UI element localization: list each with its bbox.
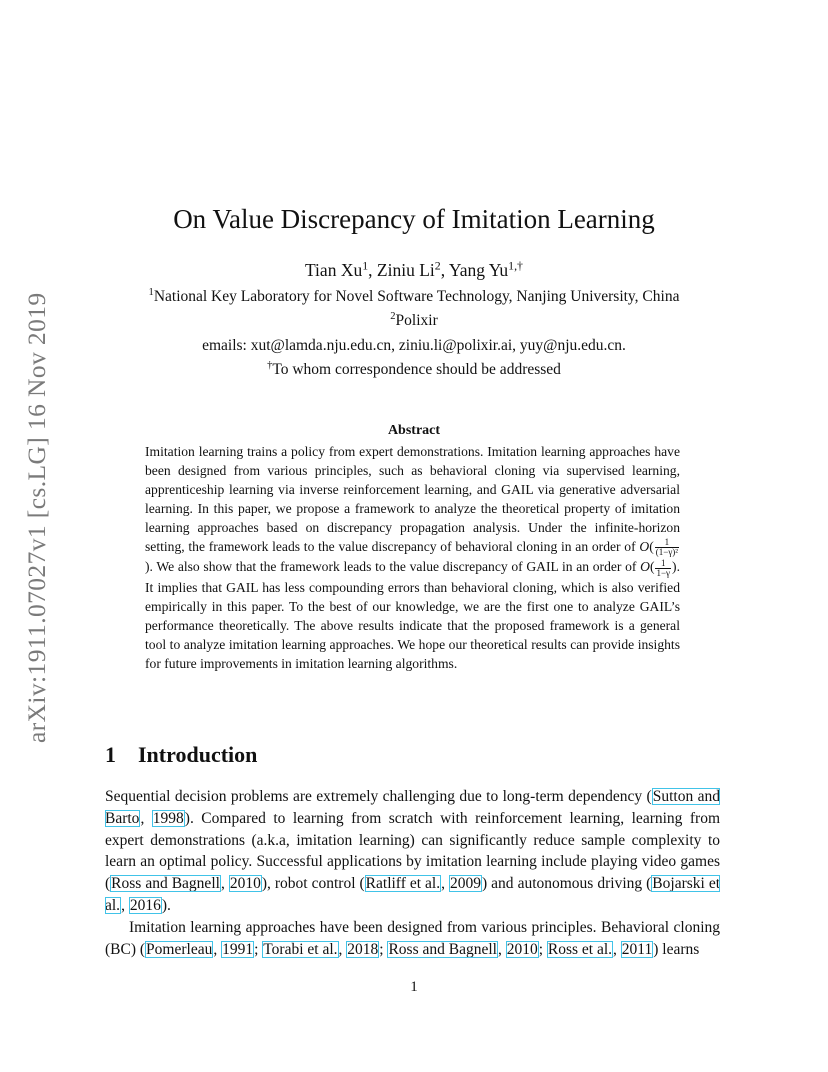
page-number: 1 bbox=[410, 979, 418, 995]
citation-separator: , bbox=[121, 896, 129, 914]
paragraph-text: Sequential decision problems are extremely challenging due to long-term dependency ( bbox=[105, 788, 652, 805]
citation-link[interactable]: Ross and Bagnell bbox=[111, 875, 220, 893]
abstract-text: . It implies that GAIL has less compounding errors than behavioral cloning, which is also verified empirically in this paper. To the best of our knowledge, we are the first one to analyze GAIL’s performance theoretically. The above results indicate that the proposed framework is a general tool to analyze imitation learning approaches. We hope our theoretical results can provide insights for future improvements in imitation learning algorithms. bbox=[145, 559, 680, 671]
abstract-text: Imitation learning trains a policy from expert demonstrations. Imitation learning approaches have been designed from various principles, such as behavioral cloning via supervised learning, apprenticeship learning via inverse reinforcement learning, and GAIL via generative adversarial learning. In this paper, we propose a framework to analyze the theoretical property of imitation learning approaches based on discrepancy propagation analysis. Under the infinite-horizon setting, the framework leads to the value discrepancy of behavioral cloning in an order of bbox=[145, 444, 680, 554]
citation-separator: , bbox=[140, 809, 152, 827]
math-fraction bbox=[655, 538, 679, 557]
fraction-denominator: (1−γ)² bbox=[655, 547, 678, 558]
paper-title: On Value Discrepancy of Imitation Learning bbox=[173, 204, 655, 234]
citation-separator: , bbox=[497, 940, 506, 958]
fraction-numerator: 1 bbox=[655, 559, 671, 569]
paragraph-text: ). bbox=[161, 896, 171, 914]
intro-paragraph-2 bbox=[105, 917, 720, 961]
citation-year-link[interactable]: 2010 bbox=[229, 875, 261, 893]
citation-year-link[interactable]: 1991 bbox=[222, 940, 254, 958]
citation-separator: , bbox=[220, 875, 229, 893]
fraction-numerator: 1 bbox=[655, 538, 679, 548]
abstract-text: . We also show that the framework leads to the value discrepancy of GAIL in an order of bbox=[149, 559, 637, 575]
affiliation-2 bbox=[0, 310, 828, 332]
abstract-body bbox=[145, 442, 680, 673]
math-order-bc: O( $\frac{1}{\text{(1−γ)²}}$ ) bbox=[145, 537, 678, 575]
math-big-o: O bbox=[640, 559, 650, 575]
author-name: Ziniu Li bbox=[376, 260, 435, 280]
section-heading-introduction bbox=[105, 740, 257, 770]
author-name: Tian Xu bbox=[304, 260, 363, 280]
paragraph-text: ) and autonomous driving ( bbox=[482, 875, 652, 893]
citation-separator: , bbox=[441, 875, 450, 893]
citation-separator: ; bbox=[538, 940, 547, 958]
citation-year-link[interactable]: 2010 bbox=[506, 940, 538, 958]
citation-link[interactable]: Pomerleau bbox=[146, 940, 213, 958]
fraction-denominator: 1−γ bbox=[656, 567, 671, 578]
introduction-body bbox=[105, 786, 720, 960]
citation-link[interactable]: Torabi et al. bbox=[263, 940, 338, 958]
citation-year-link[interactable]: 2018 bbox=[347, 940, 379, 958]
correspondence-note bbox=[0, 359, 828, 381]
paragraph-text: ) learns bbox=[653, 940, 700, 958]
affiliation-text: Polixir bbox=[395, 312, 438, 329]
correspondence-text: To whom correspondence should be addressed bbox=[272, 361, 561, 378]
citation-year-link[interactable]: 1998 bbox=[152, 809, 184, 827]
paragraph-text: ). Compared to learning from scratch with reinforcement learning, learning from expert demonstrations (a.k.a, imitation learning) can significantly reduce sample complexity to learn an optimal policy. Successful applications by imitation learning include playing video games ( bbox=[105, 809, 721, 893]
citation-year-link[interactable]: 2016 bbox=[129, 896, 161, 914]
author-list: Tian Xu$^1$, Ziniu Li$^2$, Yang $Yu^{1,\dagger}$ bbox=[304, 258, 524, 280]
author-affiliation-mark: 1 bbox=[362, 258, 369, 273]
citation-link[interactable]: Sutton and Barto bbox=[105, 788, 720, 827]
correspondence-mark: † bbox=[267, 360, 273, 372]
author-name: Yang Yu bbox=[448, 260, 509, 280]
math-order-gail: O( $\frac{1}{1-\gamma}$ ) bbox=[640, 557, 677, 578]
intro-paragraph-1 bbox=[105, 786, 720, 917]
arxiv-identifier-stamp: arXiv:1911.07027v1 [cs.LG] 16 Nov 2019 bbox=[22, 292, 51, 744]
abstract-heading: Abstract bbox=[387, 423, 441, 438]
citation-separator: , bbox=[338, 940, 347, 958]
citation-year-link[interactable]: 2009 bbox=[450, 875, 482, 893]
citation-year-link[interactable]: 2011 bbox=[621, 940, 653, 958]
citation-link[interactable]: Ratliff et al. bbox=[365, 875, 441, 893]
author-affiliation-mark: 1,† bbox=[508, 258, 524, 273]
citation-separator: ; bbox=[254, 940, 263, 958]
citation-separator: ; bbox=[379, 940, 388, 958]
affiliation-1 bbox=[0, 286, 828, 308]
math-fraction bbox=[655, 559, 671, 578]
affiliation-mark: 2 bbox=[390, 311, 396, 323]
section-title: Introduction bbox=[138, 742, 258, 767]
citation-link[interactable]: Bojarski et al. bbox=[105, 875, 721, 914]
math-big-o: O bbox=[639, 539, 650, 554]
citation-link[interactable]: Ross et al. bbox=[547, 940, 613, 958]
citation-separator: , bbox=[213, 940, 222, 958]
affiliation-text: National Key Laboratory for Novel Software Technology, Nanjing University, China bbox=[153, 288, 680, 305]
author-affiliation-mark: 2 bbox=[434, 258, 441, 273]
section-number: 1 bbox=[105, 742, 116, 767]
citation-separator: , bbox=[613, 940, 621, 958]
author-emails: emails: xut@lamda.nju.edu.cn, ziniu.li@polixir.ai, yuy@nju.edu.cn. bbox=[202, 337, 626, 354]
citation-link[interactable]: Ross and Bagnell bbox=[388, 940, 497, 958]
affiliation-mark: 1 bbox=[148, 287, 154, 299]
paragraph-text: Imitation learning approaches have been designed from various principles. Behavioral cloning (BC) ( bbox=[105, 918, 720, 958]
paragraph-text: ), robot control ( bbox=[261, 875, 365, 893]
